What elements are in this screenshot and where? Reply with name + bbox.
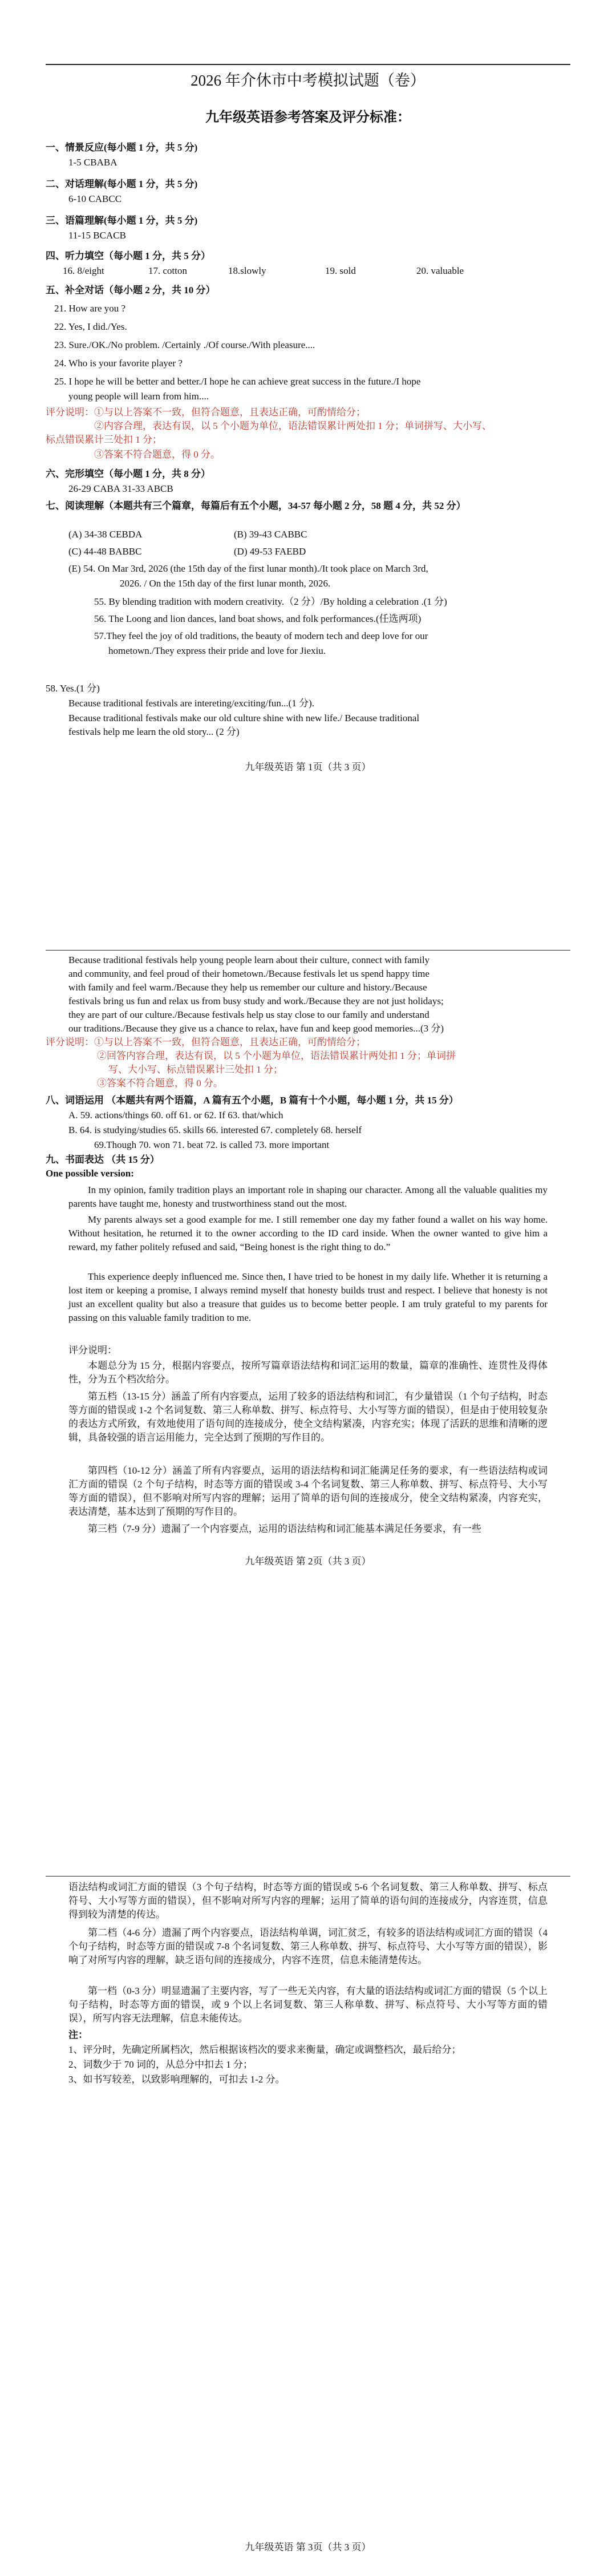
answer-58-cont-line-3: with family and feel warm./Because they help us remember our culture and history./Because <box>68 982 427 993</box>
page-footer: 九年级英语 第 2页（共 3 页） <box>245 1556 371 1567</box>
section-8a-answers: A. 59. actions/things 60. off 61. or 62. If 63. that/which <box>68 1110 283 1121</box>
answer-58-cont-line-2: and community, and feel proud of their hometown./Because festivals let us spend happy time <box>68 968 429 979</box>
section-7-heading: 七、阅读理解（本题共有三个篇章，每篇后有五个小题，34-57 每小题 2 分，58 题 4 分，共 52 分） <box>46 500 466 511</box>
section-8b-answers-line-2: 69.Though 70. won 71. beat 72. is called 73. more important <box>94 1139 330 1150</box>
rubric-tier-2: 第二档（4-6 分）遗漏了两个内容要点，语法结构单调，词汇贫乏，有较多的语法结构或词汇方面的错误（4 个句子结构，时态等方面的错误或 7-8 个名词复数、第三人称单数、拼写、标点符号、大小写等方面的错误），影响了对所写内容的理解，缺乏语句间的连接成分，内容不连贯，信息未能清楚传达。 <box>68 1927 548 1966</box>
sample-essay-label: One possible version: <box>46 1168 134 1179</box>
rubric-overview: 本题总分为 15 分，根据内容要点，按所写篇章语法结构和词汇运用的数量，篇章的准确性、连贯性及得体性，分为五个档次给分。 <box>68 1360 548 1385</box>
rubric-tier-3-start: 第三档（7-9 分）遗漏了一个内容要点，运用的语法结构和词汇能基本满足任务要求，有一些 <box>88 1523 481 1534</box>
scoring-note-line-2: ②内容合理，表达有误，以 5 个小题为单位，语法错误累计两处扣 1 分；单词拼写、大小写、 <box>94 420 492 431</box>
top-rule <box>46 1876 570 1877</box>
answer-25-line-1: 25. I hope he will be better and better./I hope he can achieve great success in the future./I hope <box>54 376 421 387</box>
section-8-heading: 八、词语运用 （本题共有两个语篇，A 篇有五个小题，B 篇有十个小题，每小题 1 分，共 15 分） <box>46 1095 459 1106</box>
section-9-heading: 九、书面表达 （共 15 分） <box>46 1154 160 1165</box>
answer-key-subtitle: 九年级英语参考答案及评分标准： <box>205 110 411 125</box>
rubric-tier-5: 第五档（13-15 分）涵盖了所有内容要点，运用了较多的语法结构和词汇，有少量错误（1 个句子结构，时态等方面的错误或 1-2 个名词复数、第三人称单数、拼写、标点符号、大小写等方面的错误），但是由于使用较复杂的表达方式所致，有效地使用了语句间的连接成分，使全文结构紧凑，内容充实；体现了活跃的思维和清晰的逻辑，具备较强的语言运用能力，完全达到了预期的写作目的。 <box>68 1391 548 1443</box>
section-6-answers: 26-29 CABA 31-33 ABCB <box>68 483 173 494</box>
answer-57-line-1: 57.They feel the joy of old traditions, the beauty of modern tech and deep love for our <box>94 630 428 641</box>
page-1 <box>0 0 616 833</box>
rubric-tier-1: 第一档（0-3 分）明显遗漏了主要内容，写了一些无关内容，有大量的语法结构或词汇方面的错误（5 个以上句子结构，时态等方面的错误，或 9 个以上名词复数、第三人称单数、拼写、标点符号、大小写等方面的错误），所写内容无法理解，信息未能传达。 <box>68 1985 548 2024</box>
section-1-heading: 一、情景反应(每小题 1 分，共 5 分) <box>46 142 198 153</box>
scoring-note-line-3: 标点错误累计三处扣 1 分； <box>46 434 162 445</box>
answer-17: 17. cotton <box>148 265 187 276</box>
scoring-note-line-1: 评分说明：①与以上答案不一致，但符合题意，且表达正确，可酌情给分； <box>46 1037 366 1048</box>
answer-16: 16. 8/eight <box>63 265 104 276</box>
answer-58-cont-line-6: our traditions./Because they give us a chance to relax, have fun and keep good memories...(3 分) <box>68 1023 444 1034</box>
rubric-tier-3-cont: 语法结构或词汇方面的错误（3 个句子结构，时态等方面的错误或 5-6 个名词复数、第三人称单数、拼写、标点符号、大小写等方面的错误），但不影响对所写内容的理解；运用了简单的语句间的连接成分，内容连贯，信息得到较为清楚的传达。 <box>68 1882 548 1920</box>
answer-20: 20. valuable <box>416 265 464 276</box>
section-8b-answers-line-1: B. 64. is studying/studies 65. skills 66. interested 67. completely 68. herself <box>68 1125 362 1135</box>
answer-58-cont-line-1: Because traditional festivals help young people learn about their culture, connect with family <box>68 955 430 965</box>
answer-25-line-2: young people will learn from him.... <box>68 391 209 402</box>
note-3: 3、如书写较差，以致影响理解的，可扣去 1-2 分。 <box>68 2074 285 2085</box>
scoring-note-line-4: ③答案不符合题意，得 0 分。 <box>97 1078 223 1089</box>
answer-54-line-2: 2026. / On the 15th day of the first lunar month, 2026. <box>120 578 331 589</box>
answer-21: 21. How are you ? <box>54 303 126 314</box>
section-5-heading: 五、补全对话（每小题 2 分，共 10 分） <box>46 285 216 296</box>
section-3-heading: 三、语篇理解(每小题 1 分，共 5 分) <box>46 215 198 226</box>
page-footer: 九年级英语 第 1页（共 3 页） <box>245 762 371 773</box>
top-rule <box>46 950 570 951</box>
note-1: 1、评分时，先确定所属档次，然后根据该档次的要求来衡量，确定或调整档次，最后给分； <box>68 2044 461 2055</box>
answer-58-line-2: Because traditional festivals are intereting/exciting/fun...(1 分). <box>68 698 314 709</box>
section-3-answers: 11-15 BCACB <box>68 230 126 241</box>
scoring-note-line-1: 评分说明：①与以上答案不一致，但符合题意，且表达正确，可酌情给分； <box>46 407 366 418</box>
essay-paragraph-2: My parents always set a good example for me. I still remember one day my father found a wallet on his way home. Without hesitation, he returned it to the owner according to the ID card inside. When the owner wanted to give him a reward, my father politely refused and said, “Being honest is the right thing to do.” <box>68 1214 548 1252</box>
rubric-tier-4: 第四档（10-12 分）涵盖了所有内容要点，运用的语法结构和词汇能满足任务的要求，有一些语法结构或词汇方面的错误（2 个句子结构，时态等方面的错误或 3-4 个名词复数、第三人称单数、拼写、标点符号、大小写等方面的错误），但不影响对所写内容的理解；运用了简单的语句间的连接成分，使全文结构紧凑，内容充实，表达清楚，基本达到了预期的写作目的。 <box>68 1465 548 1517</box>
exam-title: 2026 年介休市中考模拟试题（卷） <box>191 72 425 89</box>
reading-b-answers: (B) 39-43 CABBC <box>234 529 307 540</box>
answer-58-line-1: 58. Yes.(1 分) <box>46 683 100 694</box>
answer-58-cont-line-4: festivals bring us fun and relax us from busy study and work./Because they are not just holidays; <box>68 996 444 1006</box>
answer-23: 23. Sure./OK./No problem. /Certainly ./Of course./With pleasure.... <box>54 339 315 350</box>
page-2 <box>0 833 616 1700</box>
essay-paragraph-1: In my opinion, family tradition plays an important role in shaping our character. Among all the valuable qualities my parents have taught me, honesty and trustworthiness stand out the most. <box>68 1184 548 1209</box>
answer-19: 19. sold <box>325 265 356 276</box>
section-6-heading: 六、完形填空（每小题 1 分，共 8 分） <box>46 468 210 479</box>
answer-22: 22. Yes, I did./Yes. <box>54 321 127 332</box>
section-4-heading: 四、听力填空（每小题 1 分，共 5 分） <box>46 250 210 261</box>
note-2: 2、词数少于 70 词的，从总分中扣去 1 分； <box>68 2059 253 2070</box>
reading-c-answers: (C) 44-48 BABBC <box>68 546 142 557</box>
section-2-heading: 二、对话理解(每小题 1 分，共 5 分) <box>46 179 198 189</box>
reading-a-answers: (A) 34-38 CEBDA <box>68 529 143 540</box>
page-footer: 九年级英语 第 3页（共 3 页） <box>245 2542 371 2553</box>
notes-label: 注： <box>68 2029 88 2040</box>
answer-56: 56. The Loong and lion dances, land boat shows, and folk performances.(任选两项) <box>94 613 422 624</box>
answer-58-line-3: Because traditional festivals make our old culture shine with new life./ Because traditional <box>68 713 420 723</box>
rubric-label: 评分说明： <box>68 1345 117 1356</box>
scoring-note-line-2: ②回答内容合理，表达有误，以 5 个小题为单位，语法错误累计两处扣 1 分；单词拼 <box>97 1050 456 1061</box>
scoring-note-line-4: ③答案不符合题意，得 0 分。 <box>94 449 220 460</box>
answer-54-line-1: (E) 54. On Mar 3rd, 2026 (the 15th day of the first lunar month)./It took place on March 3rd, <box>68 563 428 574</box>
section-1-answers: 1-5 CBABA <box>68 157 117 168</box>
answer-58-line-4: festivals help me learn the old story... (2 分) <box>68 726 240 737</box>
answer-58-cont-line-5: they are part of our culture./Because festivals help us stay close to our family and understand <box>68 1009 429 1020</box>
essay-paragraph-3: This experience deeply influenced me. Since then, I have tried to be honest in my daily life. Whether it is returning a lost item or keeping a promise, I always remind myself that honesty builds trust and respect. I believe that honesty is not just an excellent quality but also a treasure that guides us to become better people. I am truly grateful to my parents for passing on this valuable family tradition to me. <box>68 1271 548 1323</box>
page-3 <box>0 1700 616 2576</box>
answer-18: 18.slowly <box>228 265 266 276</box>
reading-d-answers: (D) 49-53 FAEBD <box>234 546 306 557</box>
scoring-note-line-3: 写、大小写、标点错误累计三处扣 1 分； <box>108 1064 283 1075</box>
answer-24: 24. Who is your favorite player ? <box>54 358 183 369</box>
answer-57-line-2: hometown./They express their pride and love for Jiexiu. <box>108 645 326 656</box>
section-2-answers: 6-10 CABCC <box>68 193 122 204</box>
top-rule <box>46 64 570 65</box>
answer-55: 55. By blending tradition with modern creativity.（2 分）/By holding a celebration .(1 分) <box>94 596 447 607</box>
